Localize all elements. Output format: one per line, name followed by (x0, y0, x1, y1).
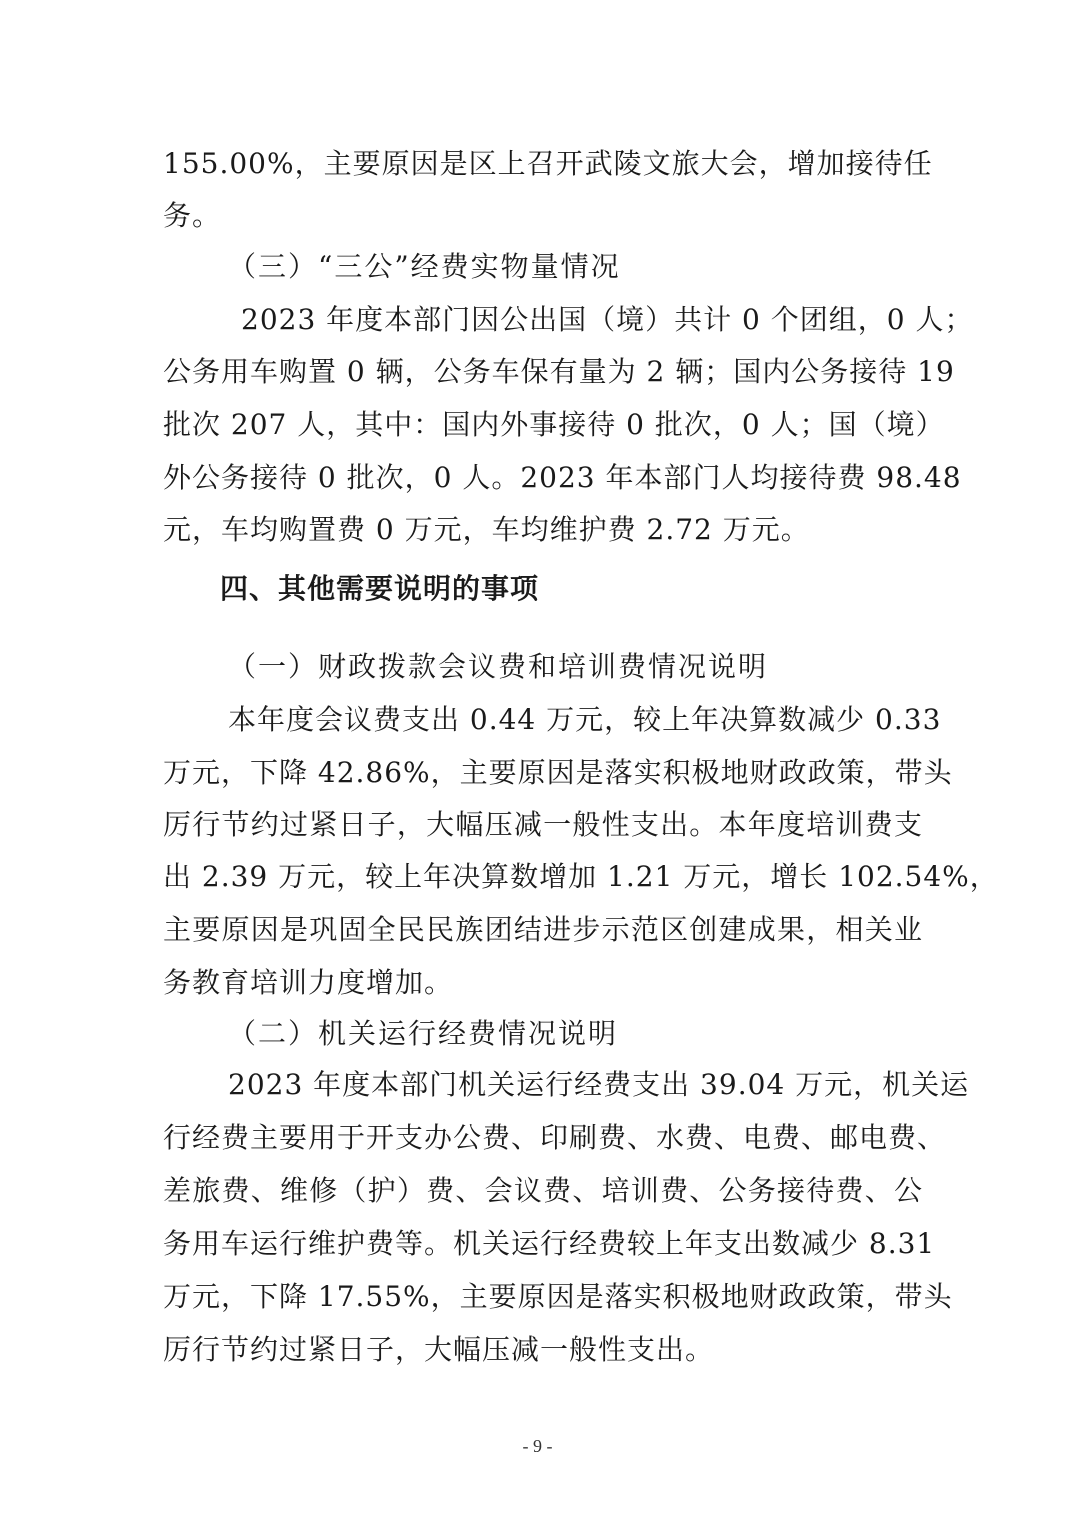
paragraph-line: 2023 年度本部门机关运行经费支出 39.04 万元，机关运 (228, 1068, 970, 1101)
section-heading: （三）“三公”经费实物量情况 (228, 250, 621, 283)
paragraph-line: 2023 年度本部门因公出国（境）共计 0 个团组，0 人； (241, 303, 974, 336)
paragraph-line: 务。 (163, 199, 222, 232)
paragraph-line: 务教育培训力度增加。 (163, 966, 454, 999)
paragraph-line: 主要原因是巩固全民民族团结进步示范区创建成果，相关业 (163, 913, 923, 946)
paragraph-line: 差旅费、维修（护）费、会议费、培训费、公务接待费、公 (163, 1174, 923, 1207)
paragraph-line: 厉行节约过紧日子，大幅压减一般性支出。 (163, 1333, 715, 1366)
paragraph-line: 本年度会议费支出 0.44 万元，较上年决算数减少 0.33 (228, 703, 942, 736)
section-heading: （一）财政拨款会议费和培训费情况说明 (228, 650, 769, 683)
paragraph-line: 万元，下降 42.86%，主要原因是落实积极地财政政策，带头 (163, 756, 953, 789)
paragraph-line: 行经费主要用于开支办公费、印刷费、水费、电费、邮电费、 (163, 1121, 947, 1154)
paragraph-line: 批次 207 人，其中：国内外事接待 0 批次，0 人；国（境） (163, 408, 945, 441)
section-heading: （二）机关运行经费情况说明 (228, 1017, 619, 1050)
paragraph-line: 务用车运行维护费等。机关运行经费较上年支出数减少 8.31 (163, 1227, 936, 1260)
paragraph-line: 公务用车购置 0 辆，公务车保有量为 2 辆；国内公务接待 19 (163, 355, 955, 388)
paragraph-line: 元，车均购置费 0 万元，车均维护费 2.72 万元。 (163, 513, 810, 546)
page-number: - 9 - (522, 1436, 553, 1456)
paragraph-line: 万元，下降 17.55%，主要原因是落实积极地财政政策，带头 (163, 1280, 953, 1313)
paragraph-line: 155.00%，主要原因是区上召开武陵文旅大会，增加接待任 (163, 147, 933, 180)
chapter-heading: 四、其他需要说明的事项 (220, 572, 540, 605)
paragraph-line: 出 2.39 万元，较上年决算数增加 1.21 万元，增长 102.54%， (163, 860, 999, 893)
paragraph-line: 厉行节约过紧日子，大幅压减一般性支出。本年度培训费支 (163, 808, 923, 841)
paragraph-line: 外公务接待 0 批次，0 人。2023 年本部门人均接待费 98.48 (163, 461, 962, 494)
